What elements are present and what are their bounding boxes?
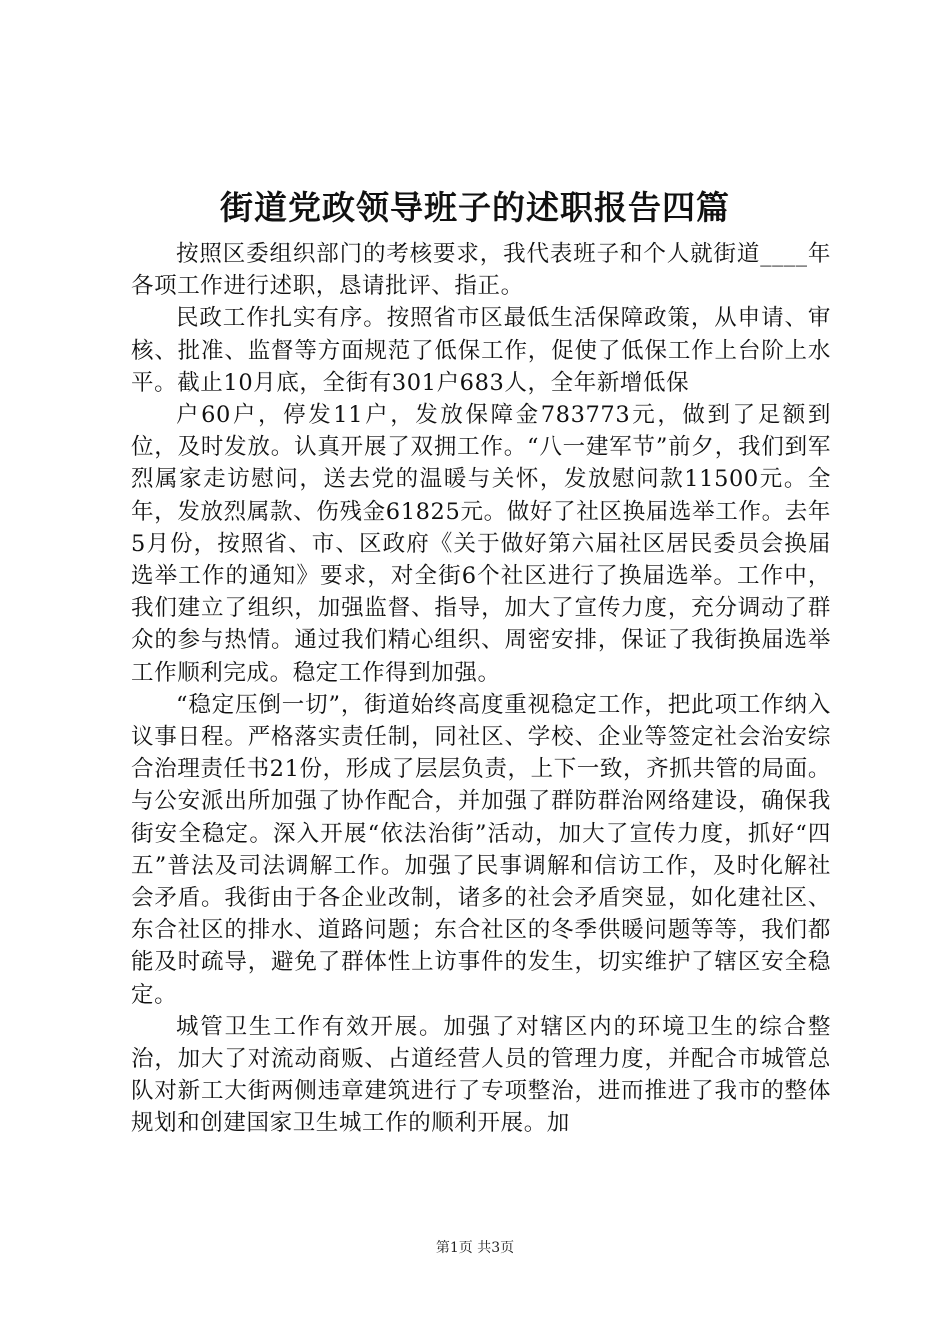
paragraph-intro: 按照区委组织部门的考核要求，我代表班子和个人就街道____年各项工作进行述职，恳请批评、指正。 <box>131 241 831 300</box>
paragraph-stability: “稳定压倒一切”，街道始终高度重视稳定工作，把此项工作纳入议事日程。严格落实责任制，同社区、学校、企业等签定社会治安综合治理责任书21份，形成了层层负责，上下一致，齐抓共管的局面。与公安派出所加强了协作配合，并加强了群防群治网络建设，确保我街安全稳定。深入开展“依法治街”活动，加大了宣传力度，抓好“四五”普法及司法调解工作。加强了民事调解和信访工作，及时化解社会矛盾。我街由于各企业改制，诸多的社会矛盾突显，如化建社区、东合社区的排水、道路问题；东合社区的冬季供暖问题等等，我们都能及时疏导，避免了群体性上访事件的发生，切实维护了辖区安全稳定。 <box>131 691 831 1008</box>
paragraph-civil-affairs: 民政工作扎实有序。按照省市区最低生活保障政策，从申请、审核、批准、监督等方面规范了低保工作，促使了低保工作上台阶上水平。截止10月底，全街有301户683人，全年新增低保 <box>131 305 831 396</box>
document-body <box>131 238 831 1140</box>
page-footer: 第1页 共3页 <box>435 1240 515 1256</box>
paragraph-urban-management: 城管卫生工作有效开展。加强了对辖区内的环境卫生的综合整治，加大了对流动商贩、占道经营人员的管理力度，并配合市城管总队对新工大街两侧违章建筑进行了专项整治，进而推进了我市的整体规划和创建国家卫生城工作的顺利开展。加 <box>131 1013 831 1137</box>
document-title: 街道党政领导班子的述职报告四篇 <box>220 188 730 227</box>
paragraph-civil-affairs-continued: 户60户，停发11户，发放保障金783773元，做到了足额到位，及时发放。认真开展了双拥工作。“八一建军节”前夕，我们到军烈属家走访慰问，送去党的温暖与关怀，发放慰问款11500元。全年，发放烈属款、伤残金61825元。做好了社区换届选举工作。去年5月份，按照省、市、区政府《关于做好第六届社区居民委员会换届选举工作的通知》要求，对全街6个社区进行了换届选举。工作中，我们建立了组织，加强监督、指导，加大了宣传力度，充分调动了群众的参与热情。通过我们精心组织、周密安排，保证了我街换届选举工作顺利完成。稳定工作得到加强。 <box>131 402 831 686</box>
